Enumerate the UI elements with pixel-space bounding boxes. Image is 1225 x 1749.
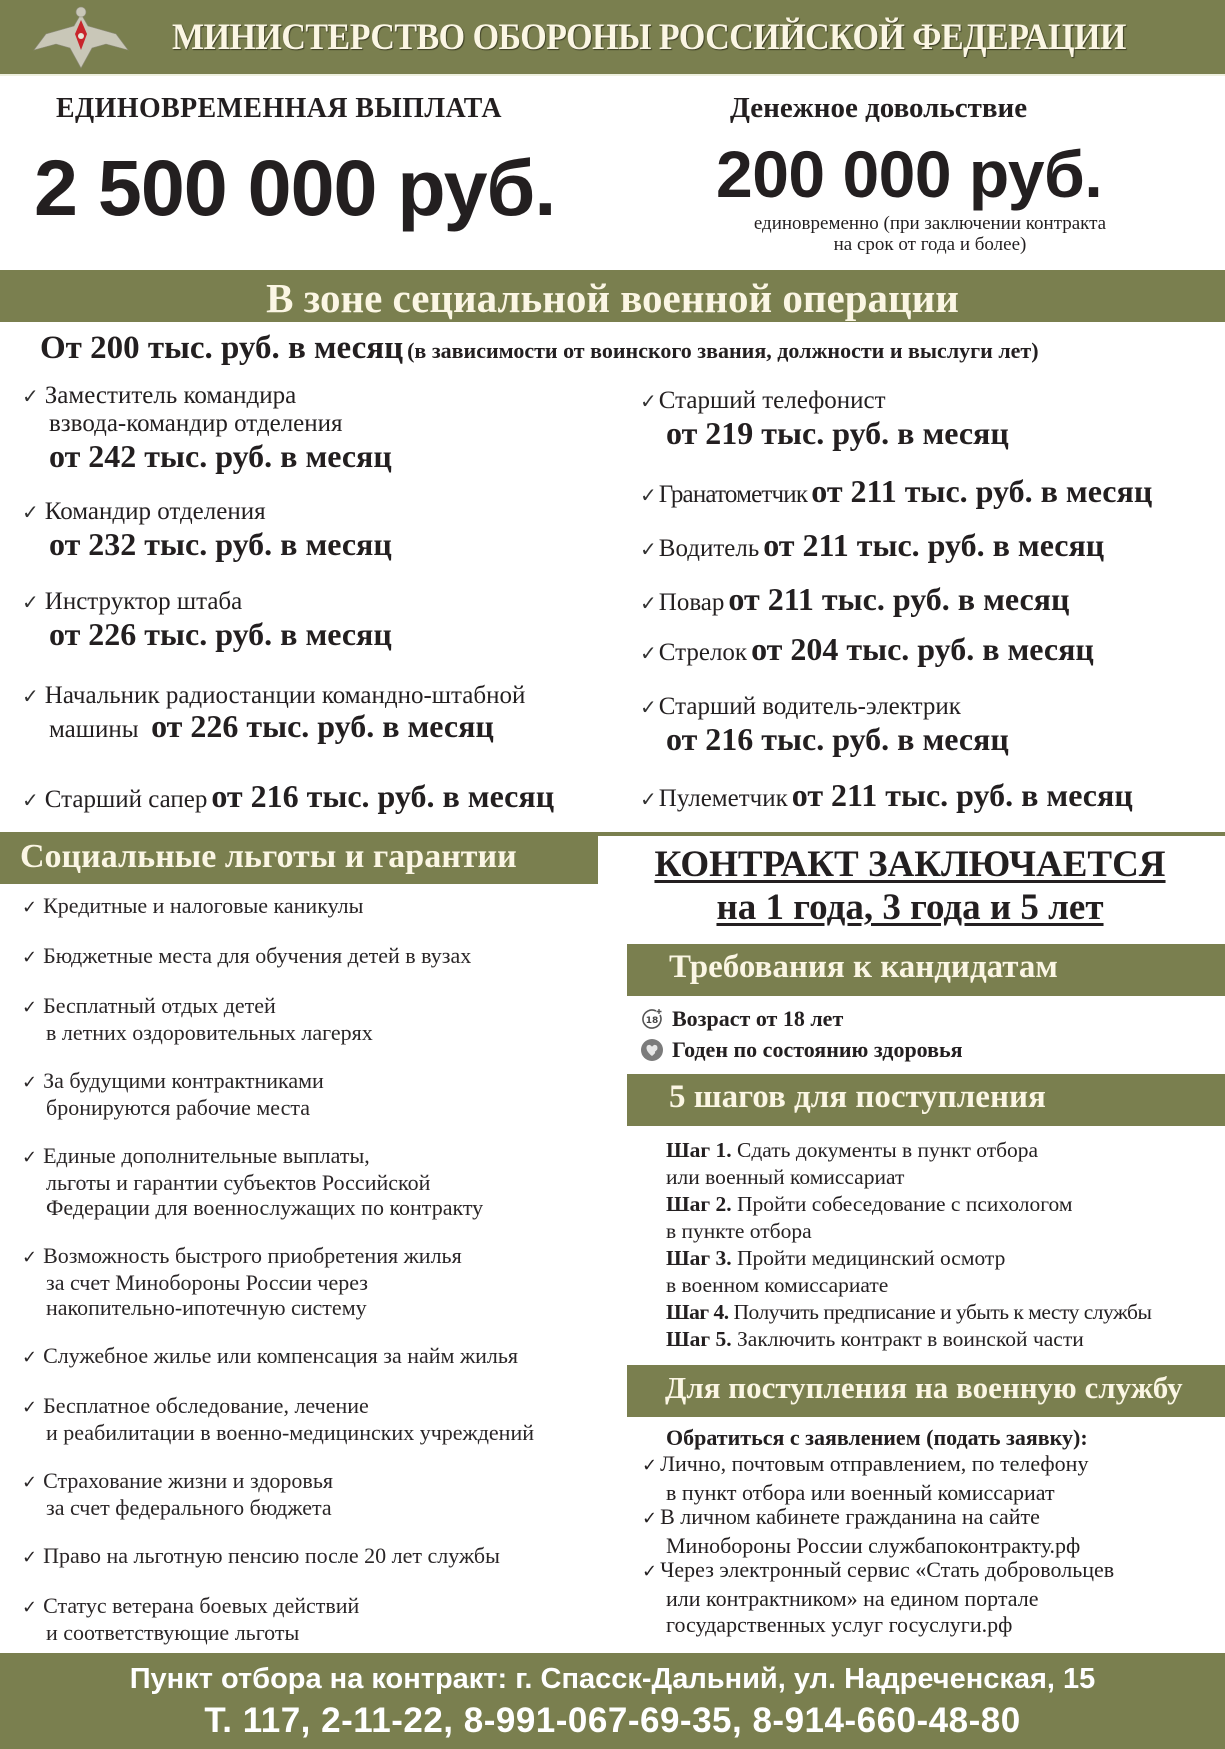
svo-section-bar: [0, 270, 1225, 322]
benefit-item: [22, 1593, 359, 1645]
benefit-item: [22, 893, 363, 920]
step-label: Шаг 5.: [666, 1327, 732, 1351]
position-salary: от 242 тыс. руб. в месяц: [49, 438, 392, 474]
check-icon: ✓: [640, 787, 657, 811]
benefit-text: Служебное жилье или компенсация за найм жилья: [43, 1343, 519, 1368]
position-item: [640, 777, 1133, 814]
benefit-text-cont: и соответствующие льготы: [46, 1620, 300, 1645]
position-item: [640, 527, 1104, 564]
benefit-text-cont: накопительно-ипотечную систему: [46, 1295, 367, 1320]
position-salary: от 211 тыс. руб. в месяц: [791, 777, 1133, 813]
position-item: [640, 473, 1152, 510]
step-text: Получить предписание и убыть к месту службы: [733, 1300, 1152, 1324]
benefit-item: [22, 1543, 500, 1570]
benefits-section-title: Социальные льготы и гарантии: [20, 838, 517, 875]
position-salary: от 211 тыс. руб. в месяц: [763, 527, 1105, 563]
position-name: Заместитель командира: [44, 382, 297, 409]
benefit-text: Статус ветерана боевых действий: [43, 1593, 360, 1618]
position-item: [640, 581, 1069, 618]
benefit-item: [22, 1243, 462, 1320]
step-text: Пройти медицинский осмотр: [737, 1246, 1006, 1270]
check-icon: ✓: [640, 591, 657, 615]
recruitment-point-address: Пункт отбора на контракт: г. Спасск-Дальний, ул. Надреченская, 15: [129, 1663, 1096, 1695]
step-item: [666, 1137, 1038, 1191]
check-icon: ✓: [640, 389, 657, 413]
benefit-text-cont: льготы и гарантии субъектов Российской: [46, 1170, 431, 1195]
benefit-text-cont: за счет федерального бюджета: [46, 1495, 332, 1520]
benefit-text: Бюджетные места для обучения детей в вузах: [43, 943, 472, 968]
position-salary: от 216 тыс. руб. в месяц: [666, 721, 1009, 757]
check-icon: ✓: [22, 1472, 38, 1493]
position-name-cont: [22, 708, 525, 744]
contract-durations: на 1 года, 3 года и 5 лет: [716, 887, 1104, 928]
benefit-item: [22, 1468, 333, 1520]
apply-method-item: [642, 1504, 1080, 1559]
step-text-cont: в военном комиссариате: [666, 1273, 889, 1297]
svo-salary-note: (в зависимости от воинского звания, должности и выслуги лет): [407, 338, 1039, 363]
position-name: Пулеметчик: [658, 785, 788, 812]
lump-sum-label: ЕДИНОВРЕМЕННАЯ ВЫПЛАТА: [56, 92, 502, 124]
position-salary: от 226 тыс. руб. в месяц: [49, 616, 392, 652]
benefit-item: [22, 1343, 518, 1370]
contract-heading: КОНТРАКТ ЗАКЛЮЧАЕТСЯ: [654, 844, 1166, 885]
position-item: [22, 682, 525, 744]
step-item: [666, 1245, 1005, 1299]
benefit-text: Страхование жизни и здоровья: [43, 1468, 333, 1493]
benefit-item: [22, 1393, 534, 1445]
check-icon: ✓: [22, 590, 39, 614]
check-icon: ✓: [22, 1347, 38, 1368]
position-name: Начальник радиостанции командно-штабной: [44, 682, 526, 709]
position-item: [640, 693, 1009, 757]
check-icon: ✓: [642, 1455, 658, 1476]
requirement-item: [640, 1006, 843, 1032]
step-label: Шаг 1.: [666, 1138, 732, 1162]
benefit-text-cont: за счет Минобороны России через: [46, 1270, 368, 1295]
step-item: [666, 1326, 1084, 1353]
contact-phones: Т. 117, 2-11-22, 8-991-067-69-35, 8-914-660-48-80: [204, 1701, 1021, 1740]
apply-method-text-cont: Минобороны России службапоконтракту.рф: [666, 1532, 1081, 1558]
apply-method-text: Через электронный сервис «Стать добровольцев: [660, 1557, 1115, 1582]
apply-section-bar: [627, 1365, 1225, 1417]
benefit-text: Кредитные и налоговые каникулы: [43, 893, 364, 918]
position-name: Повар: [658, 589, 725, 616]
position-item: [22, 498, 392, 562]
apply-method-item: [642, 1557, 1114, 1639]
check-icon: ✓: [22, 500, 39, 524]
health-heart-icon: [640, 1038, 664, 1062]
position-salary: от 204 тыс. руб. в месяц: [751, 631, 1094, 667]
benefit-text-cont: в летних оздоровительных лагерях: [46, 1020, 373, 1045]
position-name-cont-text: машины: [49, 716, 139, 743]
double-headed-eagle-emblem-icon: [26, 4, 136, 72]
check-icon: ✓: [22, 997, 38, 1018]
check-icon: ✓: [640, 483, 657, 507]
svo-min-salary: От 200 тыс. руб. в месяц: [40, 330, 404, 366]
benefit-text-cont: и реабилитации в военно-медицинских учреждений: [46, 1420, 535, 1445]
apply-method-text: В личном кабинете гражданина на сайте: [660, 1504, 1040, 1529]
benefit-text: За будущими контрактниками: [43, 1068, 324, 1093]
apply-method-text: Лично, почтовым отправлением, по телефону: [660, 1451, 1089, 1476]
position-salary: от 211 тыс. руб. в месяц: [811, 473, 1153, 509]
position-name: Гранатометчик: [658, 481, 808, 508]
requirement-text: Возраст от 18 лет: [672, 1006, 844, 1031]
allowance-note-line: на срок от года и более): [833, 234, 1027, 255]
step-text-cont: в пункте отбора: [666, 1219, 812, 1243]
benefit-text: Единые дополнительные выплаты,: [43, 1143, 370, 1168]
steps-section-title: 5 шагов для поступления: [669, 1079, 1046, 1115]
step-text-cont: или военный комиссариат: [666, 1165, 905, 1189]
position-name: Водитель: [658, 535, 760, 562]
benefits-section-bar: [0, 834, 598, 884]
position-salary: от 226 тыс. руб. в месяц: [151, 708, 494, 744]
step-text: Сдать документы в пункт отбора: [737, 1138, 1039, 1162]
position-salary: от 219 тыс. руб. в месяц: [666, 415, 1009, 451]
position-name: Командир отделения: [44, 498, 266, 525]
benefit-item: [22, 943, 471, 970]
step-item: [666, 1191, 1073, 1245]
lump-sum-amount: 2 500 000 руб.: [34, 143, 556, 232]
requirements-section-title: Требования к кандидатам: [669, 949, 1058, 985]
position-item: [22, 382, 392, 474]
benefit-text: Возможность быстрого приобретения жилья: [43, 1243, 462, 1268]
apply-heading: Обратиться с заявлением (подать заявку):: [666, 1425, 1088, 1450]
contract-terms: [640, 843, 1180, 929]
benefit-text: Право на льготную пенсию после 20 лет службы: [43, 1543, 500, 1568]
check-icon: ✓: [22, 1547, 38, 1568]
benefit-item: [22, 1143, 483, 1220]
allowance-label: Денежное довольствие: [730, 92, 1028, 124]
step-text: Пройти собеседование с психологом: [737, 1192, 1073, 1216]
allowance-amount: 200 000 руб.: [716, 137, 1103, 211]
check-icon: ✓: [22, 1072, 38, 1093]
allowance-note: [700, 213, 1160, 255]
check-icon: ✓: [22, 684, 39, 708]
check-icon: ✓: [22, 1147, 38, 1168]
check-icon: ✓: [22, 947, 38, 968]
check-icon: ✓: [22, 1247, 38, 1268]
benefit-text-cont: бронируются рабочие места: [46, 1095, 310, 1120]
apply-method-text-cont: или контрактником» на едином портале: [666, 1585, 1039, 1611]
check-icon: ✓: [640, 641, 657, 665]
position-name-cont: взвода-командир отделения: [49, 410, 343, 437]
position-salary: от 232 тыс. руб. в месяц: [49, 526, 392, 562]
step-text: Заключить контракт в воинской части: [737, 1327, 1084, 1351]
position-item: [22, 778, 554, 815]
check-icon: ✓: [22, 788, 39, 812]
svo-subtitle: [40, 330, 1039, 367]
requirements-section-bar: [627, 944, 1225, 996]
position-name: Стрелок: [658, 639, 748, 666]
position-item: [22, 588, 392, 652]
allowance-note-line: единовременно (при заключении контракта: [753, 213, 1107, 234]
position-item: [640, 387, 1009, 451]
position-salary: от 216 тыс. руб. в месяц: [211, 778, 555, 814]
requirement-item: [640, 1037, 963, 1063]
position-name: Старший телефонист: [658, 387, 886, 414]
page-footer: [0, 1653, 1225, 1749]
benefit-item: [22, 1068, 324, 1120]
benefit-text: Бесплатный отдых детей: [43, 993, 276, 1018]
check-icon: ✓: [642, 1561, 658, 1582]
step-item: [666, 1299, 1151, 1326]
check-icon: ✓: [22, 897, 38, 918]
apply-section-title: Для поступления на военную службу: [665, 1370, 1183, 1405]
apply-method-item: [642, 1451, 1088, 1506]
age-18-plus-icon: [640, 1007, 664, 1031]
position-item: [640, 631, 1094, 668]
check-icon: ✓: [642, 1508, 658, 1529]
apply-method-text-cont: в пункт отбора или военный комиссариат: [666, 1479, 1055, 1505]
page-header: [0, 0, 1225, 76]
check-icon: ✓: [22, 384, 39, 408]
position-name: Старший водитель-электрик: [658, 693, 961, 720]
apply-method-text-cont: государственных услуг госуслуги.рф: [666, 1612, 1013, 1637]
step-label: Шаг 3.: [666, 1246, 732, 1270]
benefit-text: Бесплатное обследование, лечение: [43, 1393, 369, 1418]
check-icon: ✓: [640, 695, 657, 719]
svo-section-title: В зоне сециальной военной операции: [266, 275, 959, 321]
check-icon: ✓: [22, 1397, 38, 1418]
benefit-item: [22, 993, 373, 1045]
position-salary: от 211 тыс. руб. в месяц: [728, 581, 1070, 617]
check-icon: ✓: [22, 1597, 38, 1618]
svg-text:18: 18: [645, 1016, 659, 1026]
requirement-text: Годен по состоянию здоровья: [672, 1037, 963, 1062]
ministry-title: МИНИСТЕРСТВО ОБОРОНЫ РОССИЙСКОЙ ФЕДЕРАЦИИ: [172, 17, 1126, 58]
step-label: Шаг 4.: [666, 1300, 729, 1324]
steps-section-bar: [627, 1074, 1225, 1126]
benefit-text-cont: Федерации для военнослужащих по контракту: [46, 1195, 484, 1220]
position-name: Старший сапер: [44, 786, 208, 813]
check-icon: ✓: [640, 537, 657, 561]
position-name: Инструктор штаба: [44, 588, 243, 615]
step-label: Шаг 2.: [666, 1192, 732, 1216]
